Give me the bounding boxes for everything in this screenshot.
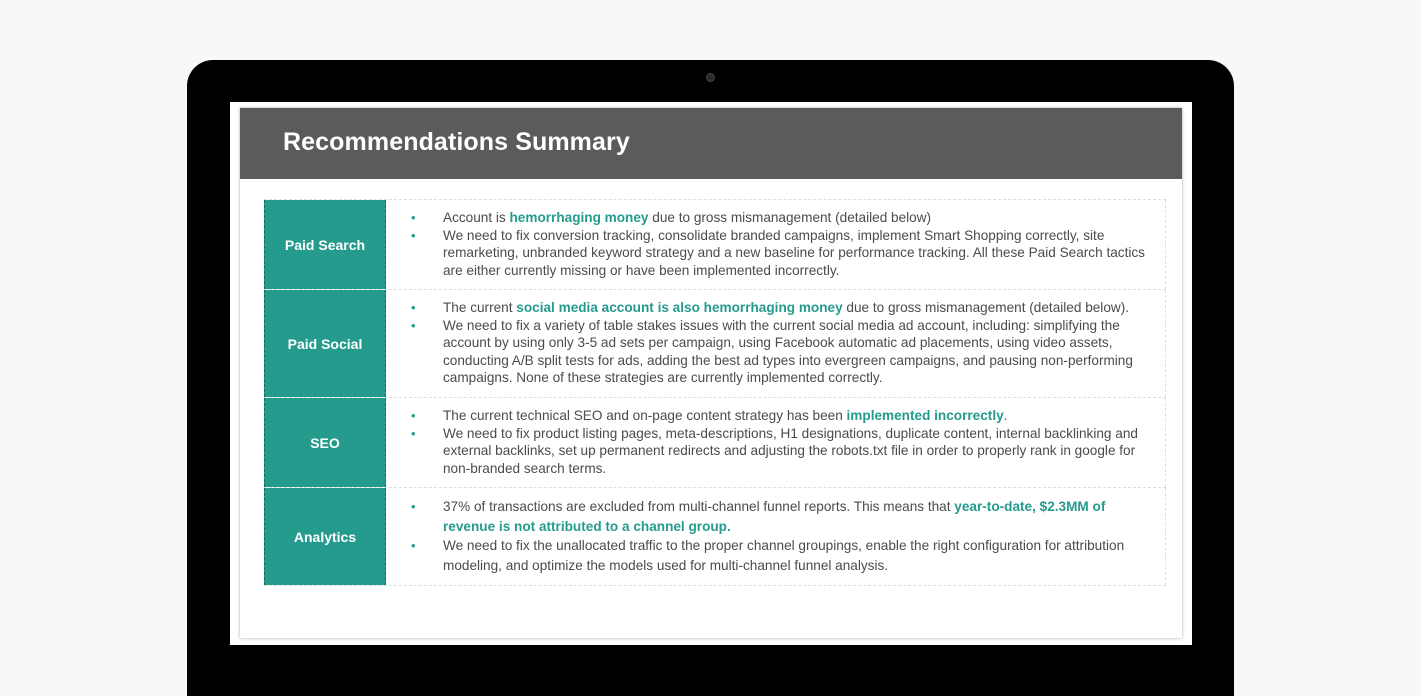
table-row — [264, 290, 1166, 398]
item-text: The current — [443, 300, 517, 315]
item-text: The current technical SEO and on-page content strategy has been — [443, 408, 847, 423]
item-highlight: year-to-date, $2.3MM of revenue is not attributed to a channel group. — [443, 499, 1106, 534]
webcam-icon — [706, 73, 715, 82]
row-label-analytics: Analytics — [264, 488, 386, 585]
list-item — [410, 299, 1151, 317]
list-item — [410, 407, 1151, 425]
bullet-icon: • — [411, 227, 416, 243]
recommendations-table — [264, 199, 1166, 586]
item-text: We need to fix the unallocated traffic to the proper channel groupings, enable the right configuration for attribution modeling, and optimize the models used for multi-channel funnel analysis. — [443, 538, 1125, 573]
bullet-icon: • — [411, 538, 416, 553]
item-text-after: due to gross mismanagement (detailed below). — [842, 300, 1130, 315]
list-item — [410, 497, 1151, 536]
bullet-icon: • — [411, 408, 416, 423]
row-label-paid-social: Paid Social — [264, 290, 386, 397]
row-body — [386, 398, 1166, 487]
table-row — [264, 398, 1166, 488]
bullet-list — [410, 407, 1151, 477]
slide-header — [240, 108, 1182, 179]
list-item — [410, 227, 1151, 280]
bullet-icon: • — [411, 317, 416, 333]
laptop-frame — [187, 60, 1234, 696]
list-item — [410, 317, 1151, 387]
item-text: 37% of transactions are excluded from multi-channel funnel reports. This means that — [443, 499, 955, 514]
row-body — [386, 488, 1166, 585]
table-row — [264, 199, 1166, 290]
bullet-icon: • — [411, 210, 416, 225]
list-item — [410, 536, 1151, 575]
laptop-screen — [230, 102, 1192, 645]
row-body — [386, 290, 1166, 397]
bullet-list — [410, 299, 1151, 387]
bullet-list — [410, 209, 1151, 279]
bullet-list — [410, 497, 1151, 575]
bullet-icon: • — [411, 499, 416, 514]
row-body — [386, 200, 1166, 289]
item-text: We need to fix a variety of table stakes issues with the current social media ad account, including: simplifying the account by using only 3-5 ad sets per campaign, using Facebook automatic ad placements, using video assets, conducting A/B split tests for ads, adding the best ad types into evergreen campaigns, and pausing non-performing campaigns. None of these strategies are currently implemented correctly. — [443, 317, 1133, 386]
list-item — [410, 209, 1151, 227]
slide-title: Recommendations Summary — [283, 128, 630, 156]
item-text: Account is — [443, 210, 510, 225]
row-label-seo: SEO — [264, 398, 386, 487]
item-text: We need to fix product listing pages, meta-descriptions, H1 designations, duplicate content, internal backlinking and external backlinks, set up permanent redirects and adjusting the robots.txt file in order to properly rank in google for non-branded search terms. — [443, 425, 1138, 476]
item-text-after: due to gross mismanagement (detailed below) — [648, 210, 932, 225]
item-text: We need to fix conversion tracking, consolidate branded campaigns, implement Smart Shopping correctly, site remarketing, unbranded keyword strategy and a new baseline for performance tracking. All these Paid Search tactics are either currently missing or have been implemented incorrectly. — [443, 227, 1145, 278]
list-item — [410, 425, 1151, 478]
row-label-paid-search: Paid Search — [264, 200, 386, 289]
item-text-after: . — [1003, 408, 1008, 423]
bullet-icon: • — [411, 300, 416, 315]
table-row — [264, 488, 1166, 586]
bullet-icon: • — [411, 425, 416, 441]
item-highlight: social media account is also hemorrhaging money — [516, 300, 843, 315]
item-highlight: hemorrhaging money — [509, 210, 649, 225]
item-highlight: implemented incorrectly — [846, 408, 1004, 423]
slide — [240, 108, 1182, 638]
